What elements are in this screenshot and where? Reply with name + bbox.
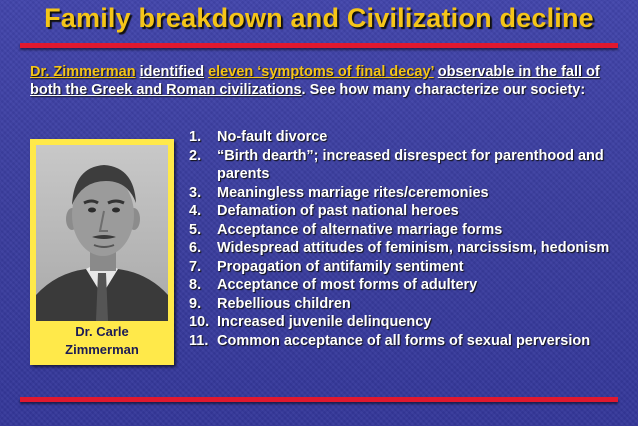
list-item: 5. Acceptance of alternative marriage forms bbox=[189, 221, 503, 238]
list-item: 11. Common acceptance of all forms of sexual perversion bbox=[189, 332, 591, 349]
list-item: 6. Widespread attitudes of feminism, narcissism, hedonism bbox=[189, 240, 610, 256]
intro-part2: observable in the fall of both the Greek and Roman civilizations bbox=[30, 64, 600, 98]
portrait-frame bbox=[30, 139, 174, 365]
portrait-image bbox=[36, 145, 168, 321]
list-item: 7. Propagation of antifamily sentiment bbox=[189, 258, 464, 275]
list-item: 9. Rebellious children bbox=[189, 295, 351, 312]
portrait-caption bbox=[30, 323, 174, 359]
top-red-divider bbox=[20, 43, 618, 48]
intro-name: Dr. Zimmerman bbox=[30, 64, 136, 80]
caption-line-2: Zimmerman bbox=[65, 342, 139, 357]
intro-part1: identified bbox=[139, 64, 205, 80]
intro-highlight: eleven ‘symptoms of final decay’ bbox=[208, 64, 434, 80]
portrait-photo bbox=[36, 145, 168, 321]
list-item: 4. Defamation of past national heroes bbox=[189, 203, 459, 219]
list-item: 3. Meaningless marriage rites/ceremonies bbox=[189, 184, 489, 201]
caption-line-1: Dr. Carle bbox=[75, 324, 129, 339]
symptoms-list bbox=[189, 128, 629, 350]
list-item: 10. Increased juvenile delinquency bbox=[189, 314, 432, 330]
intro-text bbox=[30, 63, 620, 99]
intro-part3: . See how many characterize our society: bbox=[301, 82, 586, 98]
list-item: 1. No-fault divorce bbox=[189, 129, 328, 145]
list-item: 2. “Birth dearth”; increased disrespect for parenthood and parents bbox=[189, 147, 604, 182]
list-item: 8. Acceptance of most forms of adultery bbox=[189, 277, 478, 293]
bottom-red-divider bbox=[20, 397, 618, 402]
slide-title: Family breakdown and Civilization decline bbox=[44, 3, 594, 33]
